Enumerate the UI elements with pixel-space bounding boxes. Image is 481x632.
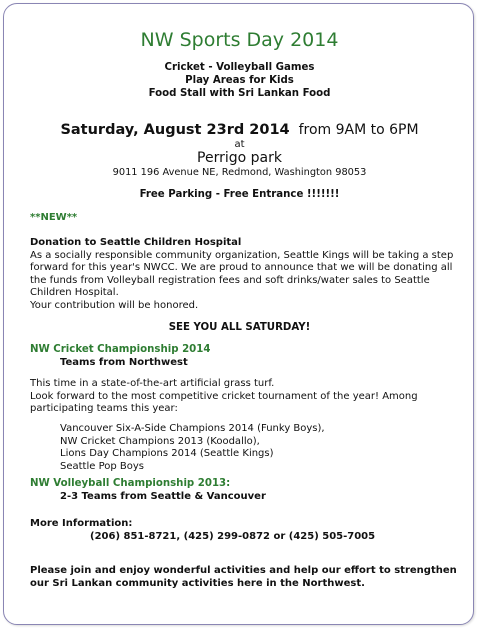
venue-name: Perrigo park (197, 150, 282, 166)
volleyball-section (30, 478, 460, 503)
new-tag: **NEW** (30, 212, 78, 223)
cricket-line: Look forward to the most competitive cricket tournament of the year! Among (30, 390, 418, 402)
donation-line: Children Hospital. (30, 287, 119, 299)
volleyball-sub: 2-3 Teams from Seattle & Vancouver (60, 490, 266, 502)
team-item: Seattle Pop Boys (60, 460, 145, 472)
team-item: Lions Day Champions 2014 (Seattle Kings) (60, 448, 274, 460)
donation-line: the funds from Volleyball registration fees and soft drinks/water sales to Seattle (30, 274, 430, 286)
cricket-teams-list (30, 423, 480, 473)
volleyball-heading: NW Volleyball Championship 2013: (30, 478, 231, 489)
highlight-line: Play Areas for Kids (185, 75, 294, 86)
donation-line: As a socially responsible community organization, Seattle Kings will be taking a step (30, 249, 454, 261)
donation-heading: Donation to Seattle Children Hospital (30, 237, 242, 248)
donation-line: Your contribution will be honored. (30, 299, 199, 311)
highlight-line: Food Stall with Sri Lankan Food (148, 88, 331, 99)
flyer-card (3, 3, 474, 625)
event-date-bold: Saturday, August 23rd 2014 (60, 122, 290, 138)
venue-address: 9011 196 Avenue NE, Redmond, Washington 98053 (112, 167, 367, 178)
event-time: from 9AM to 6PM (298, 122, 419, 138)
at-label: at (234, 139, 245, 150)
cricket-description (30, 378, 460, 416)
donation-line: forward for this year's NWCC. We are proud to announce that we will be donating all (30, 262, 453, 274)
more-info-section (30, 518, 460, 543)
highlight-line: Cricket - Volleyball Games (164, 62, 315, 73)
cricket-line: participating teams this year: (30, 403, 178, 415)
cricket-line: This time in a state-of-the-art artificial grass turf. (30, 378, 275, 389)
flyer-title: NW Sports Day 2014 (140, 29, 339, 51)
donation-section (30, 237, 460, 313)
cricket-section (30, 344, 460, 369)
cricket-sub: Teams from Northwest (60, 356, 188, 368)
closing-line: our Sri Lankan community activities here in the Northwest. (30, 577, 365, 589)
more-info-heading: More Information: (30, 518, 133, 529)
phone-numbers: (206) 851-8721, (425) 299-0872 or (425) 505-7005 (90, 530, 376, 542)
free-parking-note: Free Parking - Free Entrance !!!!!!! (139, 189, 340, 200)
closing-line: Please join and enjoy wonderful activities and help our effort to strengthen (30, 565, 457, 576)
event-date (4, 122, 475, 138)
see-you-banner: SEE YOU ALL SATURDAY! (168, 322, 311, 333)
cricket-heading: NW Cricket Championship 2014 (30, 344, 211, 355)
closing-message (30, 565, 460, 590)
team-item: NW Cricket Champions 2013 (Koodallo), (60, 435, 260, 447)
team-item: Vancouver Six-A-Side Champions 2014 (Funky Boys), (60, 423, 325, 434)
event-highlights (4, 61, 475, 100)
